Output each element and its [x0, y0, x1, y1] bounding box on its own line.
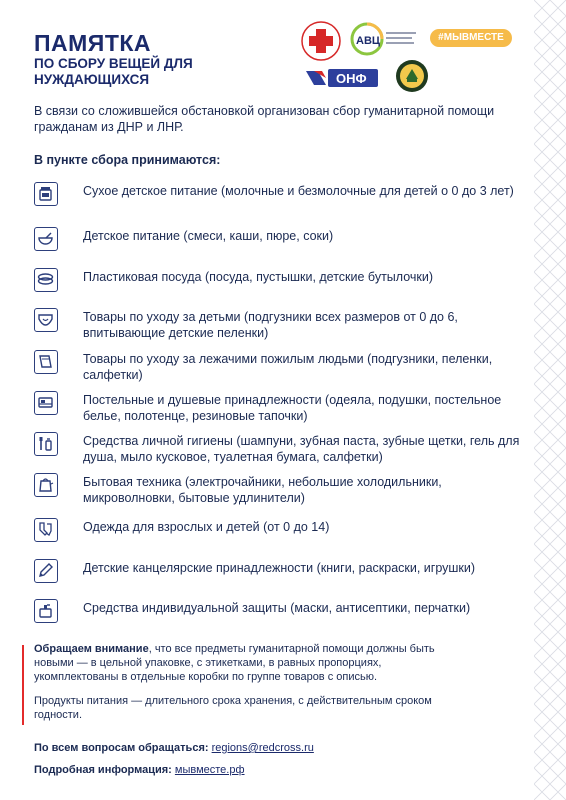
note-bold-lead: Обращаем внимание [34, 643, 149, 655]
food-note: Продукты питания — длительного срока хранения, с действительным сроком годности. [34, 695, 432, 721]
list-item [34, 518, 514, 552]
site-link[interactable]: мывместе.рф [174, 764, 245, 776]
plates-icon [34, 268, 58, 292]
list-item [34, 391, 514, 425]
list-item-text: Постельные и душевые принадлежности (одеяла, подушки, постельное белье, полотенце, резиновые тапочки) [83, 393, 502, 423]
list-item [34, 182, 514, 216]
questions-label: По всем вопросам обращаться: [34, 742, 209, 754]
list-item-text: Товары по уходу за лежачими пожилым людьми (подгузники, пеленки, салфетки) [83, 352, 493, 382]
list-item-text: Пластиковая посуда (посуда, пустышки, детские бутылочки) [83, 270, 434, 284]
contact-info [34, 764, 245, 776]
towel-icon [34, 350, 58, 374]
toothbrush-icon [34, 432, 58, 456]
intro-text: В связи со сложившейся обстановкой организован сбор гуманитарной помощи гражданам из ДНР и ЛНР. [34, 104, 495, 134]
list-item-text: Бытовая техника (электрочайники, небольшие холодильники, микроволновки, бытовые удлинители) [83, 475, 442, 505]
list-item [34, 227, 514, 261]
regional-emblem-logo [395, 59, 429, 93]
list-item [34, 432, 520, 466]
bedding-icon [34, 391, 58, 415]
list-item [34, 599, 514, 633]
list-item-text: Товары по уходу за детьми (подгузники всех размеров от 0 до 6, впитывающие детские пеленки) [83, 310, 458, 340]
list-item [34, 268, 514, 302]
socks-icon [34, 518, 58, 542]
list-item-text: Средства личной гигиены (шампуни, зубная паста, зубные щетки, гель для душа, мыло кусковое, туалетная бумага, салфетки) [83, 434, 520, 464]
list-item [34, 350, 514, 384]
info-label: Подробная информация: [34, 764, 172, 776]
contact-questions [34, 742, 314, 754]
list-item [34, 559, 514, 593]
pencil-icon [34, 559, 58, 583]
svg-text:АВЦ: АВЦ [356, 35, 380, 47]
page-title: ПАМЯТКА [34, 30, 152, 56]
list-item [34, 473, 514, 507]
note-paragraph [34, 642, 454, 684]
list-heading: В пункте сбора принимаются: [34, 153, 221, 167]
hashtag-badge: #МЫВМЕСТЕ [430, 29, 512, 47]
kettle-icon [34, 473, 58, 497]
email-link[interactable]: regions@redcross.ru [211, 742, 314, 754]
note-accent-bar [22, 645, 24, 725]
list-item [34, 308, 514, 342]
sanitizer-icon [34, 599, 58, 623]
page-subtitle: ПО СБОРУ ВЕЩЕЙ ДЛЯ НУЖДАЮЩИХСЯ [34, 56, 193, 87]
list-item-text: Одежда для взрослых и детей (от 0 до 14) [83, 520, 330, 534]
list-item-text: Средства индивидуальной защиты (маски, антисептики, перчатки) [83, 601, 471, 615]
diaper-icon [34, 308, 58, 332]
svg-text:ОНФ: ОНФ [336, 71, 367, 86]
list-item-text: Сухое детское питание (молочные и безмолочные для детей о 0 до 3 лет) [83, 184, 514, 198]
list-item-text: Детское питание (смеси, каши, пюре, соки) [83, 229, 334, 243]
avc-logo [350, 22, 420, 58]
baby-food-jar-icon [34, 182, 58, 206]
note-text: , что все предметы гуманитарной помощи должны быть новыми — в цельной упаковке, с этикетками, в равных пропорциях, укомплектованы в отдельные коробки по группе товаров с описью. [34, 643, 435, 683]
partner-logos [300, 20, 530, 100]
attention-note [34, 642, 454, 732]
bowl-icon [34, 227, 58, 251]
decorative-lattice [534, 0, 566, 800]
onf-logo [304, 65, 380, 91]
list-item-text: Детские канцелярские принадлежности (книги, раскраски, игрушки) [83, 561, 476, 575]
red-cross-logo [300, 20, 342, 62]
